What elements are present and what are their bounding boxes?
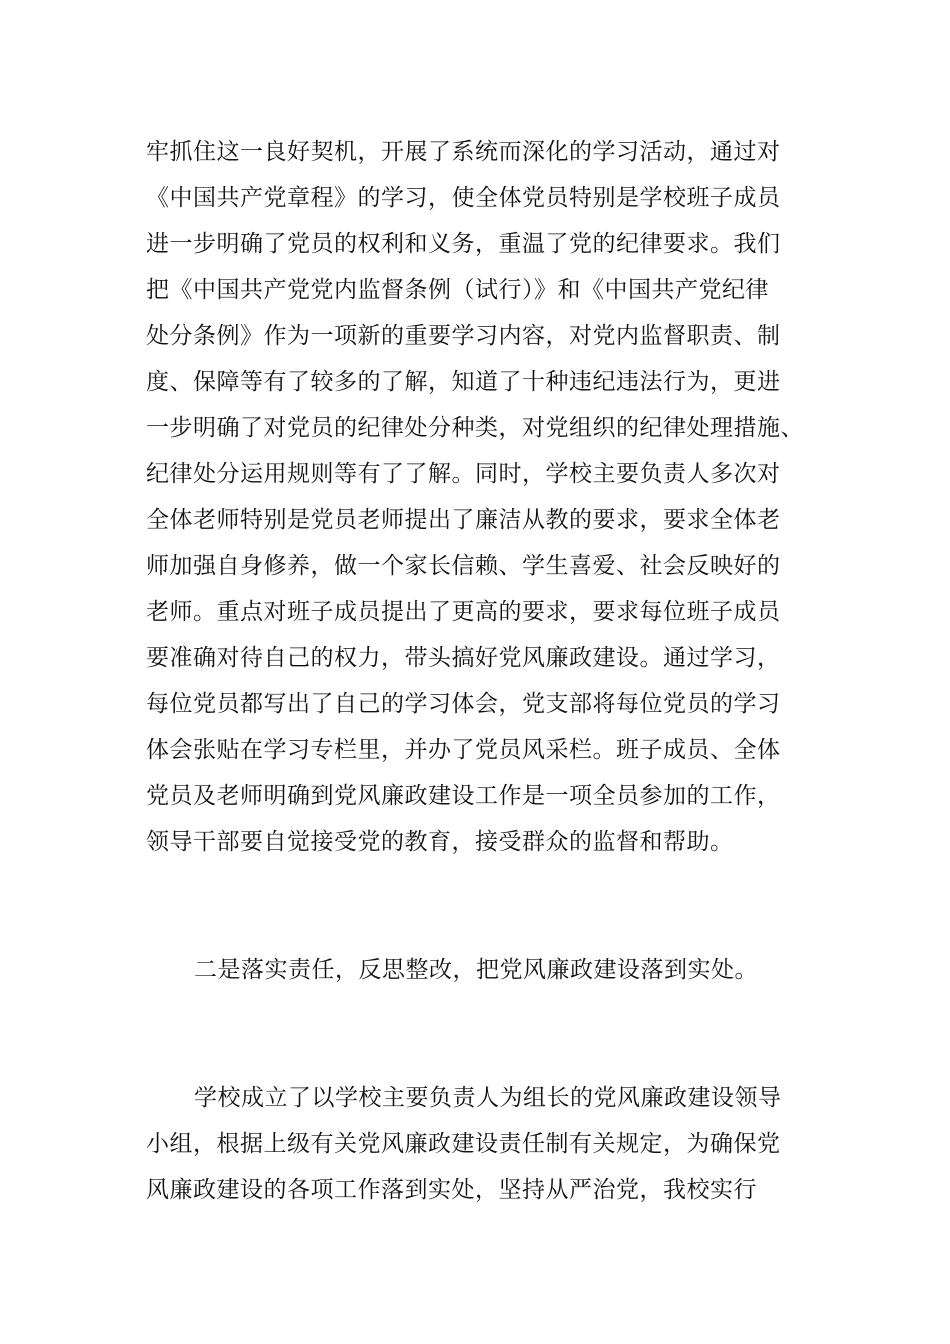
paragraph-1-line-5: 处分条例》作为一项新的重要学习内容，对党内监督职责、制 [146,323,781,349]
paragraph-1-line-11: 老师。重点对班子成员提出了更高的要求，要求每位班子成员 [146,599,781,625]
paragraph-1-line-14: 体会张贴在学习专栏里，并办了党员风采栏。班子成员、全体 [146,737,781,763]
paragraph-1-line-15: 党员及老师明确到党风廉政建设工作是一项全员参加的工作， [146,783,781,809]
paragraph-1-line-8: 纪律处分运用规则等有了了解。同时，学校主要负责人多次对 [146,461,781,487]
section-heading: 二是落实责任，反思整改，把党风廉政建设落到实处。 [194,957,758,983]
paragraph-1-line-7: 一步明确了对党员的纪律处分种类，对党组织的纪律处理措施、 [146,415,804,441]
paragraph-1-line-4: 把《中国共产党党内监督条例（试行）》和《中国共产党纪律 [146,277,769,303]
paragraph-3-line-1: 学校成立了以学校主要负责人为组长的党风廉政建设领导 [194,1085,782,1111]
paragraph-1-line-1: 牢抓住这一良好契机，开展了系统而深化的学习活动，通过对 [146,139,781,165]
paragraph-1-line-10: 师加强自身修养，做一个家长信赖、学生喜爱、社会反映好的 [146,553,781,579]
paragraph-3-line-3: 风廉政建设的各项工作落到实处，坚持从严治党，我校实行 [146,1177,757,1203]
paragraph-1-line-9: 全体老师特别是党员老师提出了廉洁从教的要求，要求全体老 [146,507,781,533]
paragraph-1-line-3: 进一步明确了党员的权利和义务，重温了党的纪律要求。我们 [146,231,781,257]
paragraph-1-line-16: 领导干部要自觉接受党的教育，接受群众的监督和帮助。 [146,829,734,855]
paragraph-1-line-6: 度、保障等有了较多的了解，知道了十种违纪违法行为，更进 [146,369,781,395]
paragraph-3-line-2: 小组，根据上级有关党风廉政建设责任制有关规定，为确保党 [146,1131,781,1157]
paragraph-1-line-2: 《中国共产党章程》的学习，使全体党员特别是学校班子成员 [146,185,781,211]
paragraph-1-line-13: 每位党员都写出了自己的学习体会，党支部将每位党员的学习 [146,691,781,717]
paragraph-1-line-12: 要准确对待自己的权力，带头搞好党风廉政建设。通过学习， [146,645,781,671]
